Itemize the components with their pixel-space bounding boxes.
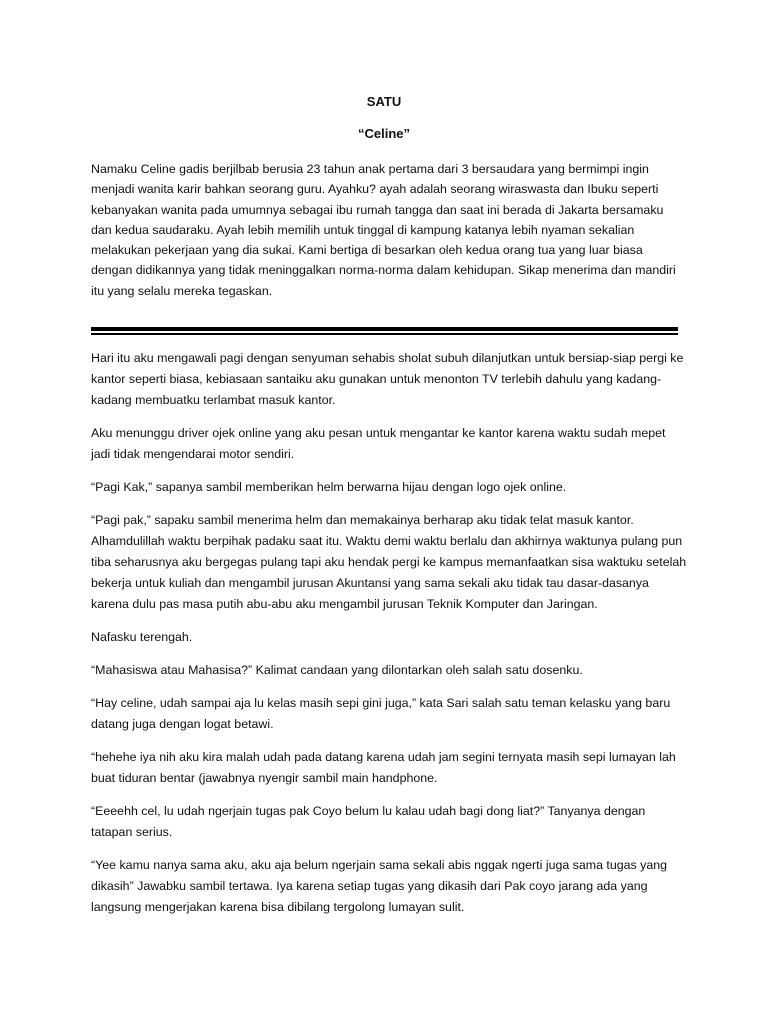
story-paragraph: “Pagi pak,” sapaku sambil menerima helm dan memakainya berharap aku tidak telat masuk kantor. Alhamdulillah waktu berpihak padaku saat itu. Waktu demi waktu berlalu dan akhirnya waktunya pulang pun tiba seharusnya aku bergegas pulang tapi aku hendak pergi ke kampus memanfaatkan sisa waktuku setelah bekerja untuk kuliah dan mengambil jurusan Akuntansi yang sama sekali aku tidak tau dasar-dasanya karena dulu pas masa putih abu-abu aku mengambil jurusan Teknik Komputer dan Jaringan.: [91, 513, 687, 611]
story-paragraph: “Eeeehh cel, lu udah ngerjain tugas pak Coyo belum lu kalau udah bagi dong liat?” Tanyanya dengan tatapan serius.: [91, 804, 646, 839]
story-paragraph: “Mahasiswa atau Mahasisa?” Kalimat candaan yang dilontarkan oleh salah satu dosenku.: [91, 663, 583, 677]
story-paragraph: Hari itu aku mengawali pagi dengan senyuman sehabis sholat subuh dilanjutkan untuk bersiap-siap pergi ke kantor seperti biasa, kebiasaan santaiku aku gunakan untuk menonton TV terlebih dahulu yang kadang-kadang membuatku terlambat masuk kantor.: [91, 351, 684, 407]
story-paragraph: “Pagi Kak,” sapanya sambil memberikan helm berwarna hijau dengan logo ojek online.: [91, 480, 567, 494]
story-paragraph: “Yee kamu nanya sama aku, aku aja belum ngerjain sama sekali abis nggak ngerti juga sama tugas yang dikasih” Jawabku sambil tertawa. Iya karena setiap tugas yang dikasih dari Pak coyo jarang ada yang langsung mengerjakan karena bisa dibilang tergolong lumayan sulit.: [91, 858, 668, 914]
chapter-number: SATU: [366, 94, 402, 109]
divider-thin-line: [91, 333, 678, 335]
intro-paragraph: Namaku Celine gadis berjilbab berusia 23 tahun anak pertama dari 3 bersaudara yang bermimpi ingin menjadi wanita karir bahkan seorang guru. Ayahku? ayah adalah seorang wiraswasta dan Ibuku seperti kebanyakan wanita pada umumnya sebagai ibu rumah tangga dan saat ini berada di Jakarta bersamaku dan kedua saudaraku. Ayah lebih memilih untuk tinggal di kampung katanya lebih nyaman sekalian melakukan pekerjaan yang dia sukai. Kami bertiga di besarkan oleh kedua orang tua yang luar biasa dengan didikannya yang tidak meninggalkan norma-norma dalam kehidupan. Sikap menerima dan mandiri itu yang selalu mereka tegaskan.: [91, 162, 676, 298]
story-paragraph: Aku menunggu driver ojek online yang aku pesan untuk mengantar ke kantor karena waktu sudah mepet jadi tidak mengendarai motor sendiri.: [91, 426, 666, 461]
section-divider: [91, 327, 678, 336]
story-body: [91, 348, 687, 930]
story-paragraph: “Hay celine, udah sampai aja lu kelas masih sepi gini juga,” kata Sari salah satu teman kelasku yang baru datang juga dengan logat betawi.: [91, 696, 671, 731]
divider-thick-line: [91, 327, 678, 331]
story-paragraph: Nafasku terengah.: [91, 630, 193, 644]
story-paragraph: “hehehe iya nih aku kira malah udah pada datang karena udah jam segini ternyata masih sepi lumayan lah buat tiduran bentar (jawabnya nyengir sambil main handphone.: [91, 750, 676, 785]
chapter-title: “Celine”: [357, 126, 410, 141]
